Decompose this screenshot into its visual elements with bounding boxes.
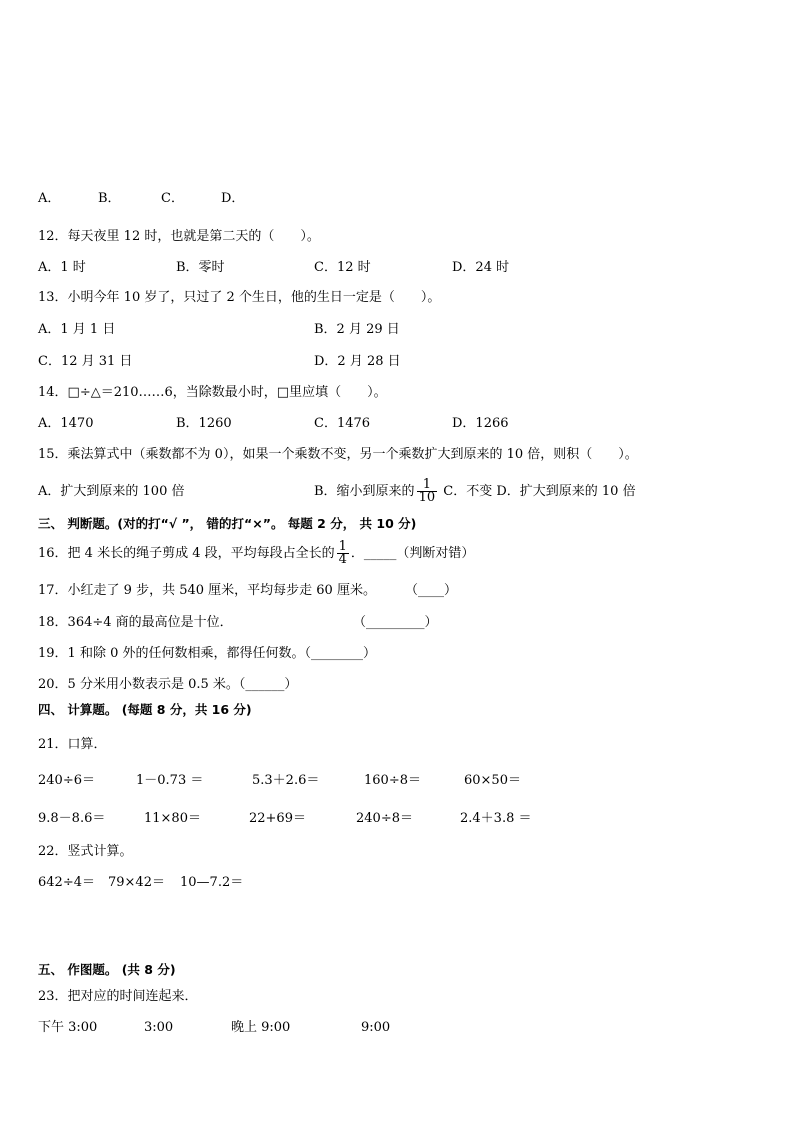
q13-option-b: B．2 月 29 日 — [314, 322, 400, 337]
section-5-heading: 五、 作图题。 (共 8 分) — [38, 962, 176, 977]
q23-item-1: 下午 3:00 — [38, 1020, 98, 1035]
q23-item-3: 晚上 9:00 — [231, 1020, 291, 1035]
q15-option-d: D．扩大到原来的 10 倍 — [496, 484, 636, 499]
q15-fraction-numerator: 1 — [417, 479, 438, 492]
q19-text: 19．1 和除 0 外的任何数相乘，都得任何数。（________） — [38, 646, 376, 661]
q21-row2-item-3: 22+69＝ — [249, 811, 306, 826]
q16-fraction-denominator: 4 — [338, 552, 347, 567]
q23-title: 23．把对应的时间连起来． — [38, 989, 198, 1004]
q22-item-2: 79×42＝ — [108, 875, 165, 890]
q12-option-a: A．1 时 — [38, 260, 86, 275]
q15-fraction — [417, 479, 438, 504]
q21-row2-item-5: 2.4＋3.8 ＝ — [460, 811, 532, 826]
q12-stem: 12．每天夜里 12 时，也就是第二天的（ ）。 — [38, 229, 320, 244]
q13-option-c: C．12 月 31 日 — [38, 354, 133, 369]
q11-option-b: B． — [98, 191, 121, 206]
q21-row1-item-2: 1－0.73 ＝ — [136, 773, 204, 788]
q14-option-c: C．1476 — [314, 416, 371, 431]
q16-text: 16．把 4 米长的绳子剪成 4 段，平均每段占全长的 — [38, 546, 335, 561]
q14-option-a: A．1470 — [38, 416, 94, 431]
section-3-heading: 三、 判断题。(对的打“√ ”， 错的打“×”。 每题 2 分， 共 10 分) — [38, 516, 417, 531]
q14-option-b: B．1260 — [176, 416, 232, 431]
q13-option-d: D．2 月 28 日 — [314, 354, 401, 369]
q15-stem: 15．乘法算式中（乘数都不为 0），如果一个乘数不变，另一个乘数扩大到原来的 10 倍，则积（ ）。 — [38, 447, 638, 462]
section-4-heading: 四、 计算题。 (每题 8 分，共 16 分) — [38, 702, 252, 717]
q21-row2-item-4: 240÷8＝ — [356, 811, 413, 826]
q20-text: 20．5 分米用小数表示是 0.5 米。（______） — [38, 677, 298, 692]
q12-option-b: B．零时 — [176, 260, 225, 275]
q13-option-a: A．1 月 1 日 — [38, 322, 116, 337]
q14-stem: 14．□÷△＝210……6，当除数最小时，□里应填（ ）。 — [38, 385, 387, 400]
q21-row1-item-3: 5.3＋2.6＝ — [252, 773, 320, 788]
q15-option-a: A．扩大到原来的 100 倍 — [38, 484, 185, 499]
q23-item-2: 3:00 — [144, 1020, 174, 1035]
q16-blank: ．_____（判断对错） — [350, 546, 475, 561]
q21-row2-item-1: 9.8－8.6＝ — [38, 811, 106, 826]
q13-stem: 13．小明今年 10 岁了，只过了 2 个生日，他的生日一定是（ ）。 — [38, 290, 441, 305]
q16 — [38, 537, 474, 571]
q22-item-3: 10—7.2＝ — [180, 875, 244, 890]
q21-row1-item-1: 240÷6＝ — [38, 773, 95, 788]
q18-text: 18．364÷4 商的最高位是十位． — [38, 615, 233, 630]
q18-blank: （_________） — [353, 615, 438, 630]
q14-option-d: D．1266 — [452, 416, 509, 431]
q11-option-d: D． — [221, 191, 245, 206]
q21-row1-item-4: 160÷8＝ — [364, 773, 421, 788]
q15-fraction-denominator: 10 — [418, 490, 436, 505]
q15-option-c: C．不变 — [443, 484, 493, 499]
q16-fraction — [337, 541, 349, 566]
q21-row1-item-5: 60×50＝ — [464, 773, 521, 788]
q23-item-4: 9:00 — [361, 1020, 391, 1035]
q12-option-c: C．12 时 — [314, 260, 371, 275]
q17-blank: （____） — [405, 583, 458, 598]
q11-option-a: A． — [38, 191, 61, 206]
q15-option-b-text: B．缩小到原来的 — [314, 484, 415, 499]
q16-fraction-numerator: 1 — [338, 539, 347, 554]
q21-title: 21．口算． — [38, 737, 107, 752]
q11-option-c: C． — [161, 191, 184, 206]
q22-title: 22．竖式计算。 — [38, 844, 133, 859]
q21-row2-item-2: 11×80＝ — [144, 811, 201, 826]
q15-option-b — [314, 474, 636, 510]
q12-option-d: D．24 时 — [452, 260, 510, 275]
q17-text: 17．小红走了 9 步，共 540 厘米，平均每步走 60 厘米。 — [38, 583, 376, 598]
q22-item-1: 642÷4＝ — [38, 875, 95, 890]
